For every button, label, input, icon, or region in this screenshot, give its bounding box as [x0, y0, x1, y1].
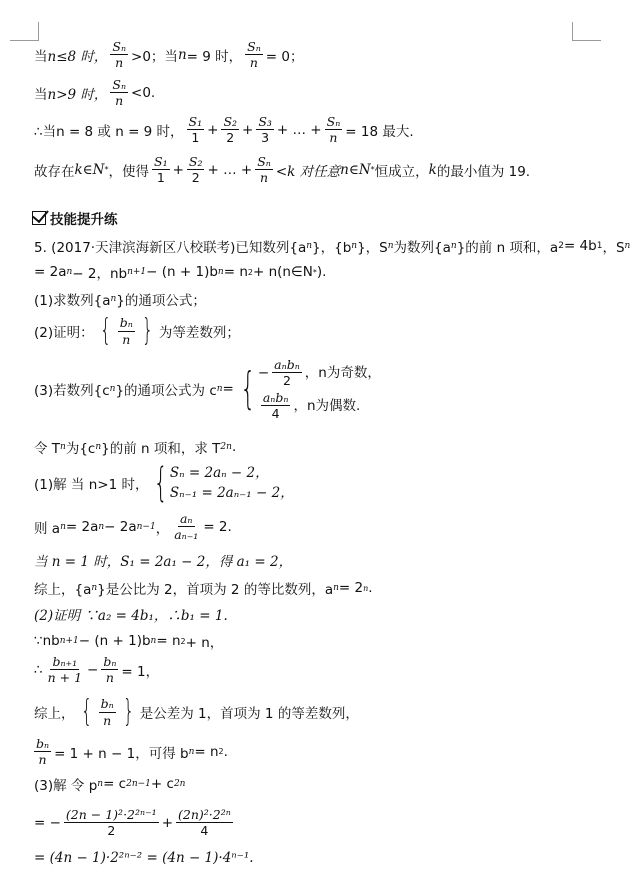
fraction-sn-over-n: $\frac{\text{Sₙ}}{n}$	[112, 77, 127, 109]
question-4: 令 T n 为{c n }的前 n 项和，求 T 2n .	[34, 439, 237, 457]
question-3: (3)若数列{c n }的通项公式为 c n = { − $\frac{\text{aₙbₙ}}{2}$ ，n为奇数， $\frac{\text{aₙbₙ}}{4}$ ，n为偶数.	[34, 357, 381, 422]
fraction-sn-over-n: $\frac{\text{Sₙ}}{n}$	[112, 39, 127, 71]
text: n>9 时，	[47, 86, 108, 103]
solution-7: ∴ $\frac{\text{bₙ₊₁}}{n + 1}$ − $\frac{\text{bₙ}}{n}$ = 1，	[34, 654, 160, 686]
text: = 18 最大.	[345, 123, 414, 140]
line-4	[34, 155, 620, 184]
heading-text: 技能提升练	[50, 212, 118, 228]
line-3	[34, 115, 620, 144]
solution-8: 综上， { $\frac{\text{bₙ}}{n}$ } 是公差为 1，首项为 1 的等差数列，	[34, 694, 359, 729]
text: >0；当	[131, 48, 178, 65]
fraction-sn-over-n: $\frac{\text{Sₙ}}{n}$	[247, 39, 261, 71]
solution-12: = (4n − 1)·2²ⁿ⁻² = (4n − 1)·4ⁿ⁻¹.	[34, 850, 254, 866]
text: k	[428, 161, 437, 178]
piecewise-system: { − $\frac{\text{aₙbₙ}}{2}$ ，n为奇数， $\frac{\text{aₙbₙ}}{4}$ ，n为偶数.	[240, 357, 381, 422]
solution-6: ∵nb n+1 − (n + 1)b n = n 2 + n，	[34, 633, 224, 651]
text: k∈N	[74, 161, 105, 178]
crop-mark-top-right	[572, 22, 601, 41]
fraction: $\frac{\text{S₂}}{2}$	[188, 154, 203, 186]
text: <k 对任意	[275, 163, 341, 180]
line-2	[34, 78, 620, 107]
text: n≤8 时，	[47, 48, 108, 65]
text: n	[177, 46, 187, 63]
text: 当	[34, 86, 48, 103]
fraction: $\frac{\text{S₂}}{2}$	[223, 114, 238, 146]
fraction: $\frac{\text{Sₙ}}{n}$	[257, 154, 271, 186]
solution-10: (3)解 令 p n = c 2n−1 + c 2n	[34, 776, 186, 794]
text: = 0；	[265, 48, 304, 65]
problem-line-2: = 2a n − 2，nb n+1 − (n + 1)b n = n 2 + n(n∈N * ).	[34, 264, 327, 282]
text: *	[104, 165, 109, 175]
text: + … +	[207, 161, 253, 178]
problem-line-1: 5. (2017·天津滨海新区八校联考)已知数列{a n }，{b n }，S n 为数列{a n }的前 n 项和，a 2 = 4b 1 ，S n	[34, 238, 631, 256]
text: +	[242, 121, 254, 138]
text: *	[370, 165, 375, 175]
text: + … +	[276, 121, 322, 138]
text: 恒成立，	[374, 163, 429, 180]
solution-3: 当 n = 1 时，S₁ = 2a₁ − 2，得 a₁ = 2，	[34, 554, 293, 570]
line-1	[34, 40, 620, 69]
solution-4: 综上，{a n }是公比为 2，首项为 2 的等比数列，a n = 2 n .	[34, 580, 373, 598]
text: = 9 时，	[186, 48, 243, 65]
text: +	[172, 161, 184, 178]
text: 故存在	[34, 163, 75, 180]
fraction: $\frac{\text{S₁}}{1}$	[188, 114, 203, 146]
text: 当	[34, 48, 48, 65]
solution-5: (2)证明 ∵a₂ = 4b₁，∴b₁ = 1.	[34, 608, 228, 624]
text: ，使得	[108, 163, 149, 180]
text: ∴当	[34, 123, 57, 140]
text: 的最小值为 19.	[436, 163, 531, 180]
question-2: (2)证明： { $\frac{\text{bₙ}}{n}$ } 为等差数列；	[34, 313, 240, 348]
fraction: $\frac{\text{S₃}}{3}$	[258, 114, 272, 146]
solution-11: = − $\frac{\text{(2n − 1)²·2²ⁿ⁻¹}}{2}$ + $\frac{\text{(2n)²·2²ⁿ}}{4}$	[34, 807, 231, 839]
text: <0.	[131, 84, 156, 101]
checkmark-icon	[32, 211, 46, 225]
brace-group: { $\frac{\text{bₙ}}{n}$ }	[99, 313, 154, 348]
solution-2: 则 a n = 2a n − 2a n−1 ， $\frac{\text{aₙ}}{\text{aₙ₋₁}}$ = 2.	[34, 511, 232, 543]
text: n∈N	[340, 161, 371, 178]
crop-mark-top-left	[10, 22, 39, 41]
equation-system: { Sₙ = 2aₙ − 2， Sₙ₋₁ = 2aₙ₋₁ − 2，	[154, 460, 294, 506]
fraction: $\frac{\text{Sₙ}}{n}$	[326, 114, 341, 146]
text: n = 8 或 n = 9 时，	[56, 123, 184, 140]
fraction: $\frac{\text{S₁}}{1}$	[154, 154, 168, 186]
solution-1: (1)解 当 n>1 时， { Sₙ = 2aₙ − 2， Sₙ₋₁ = 2aₙ₋₁ − 2，	[34, 460, 294, 506]
question-1: (1)求数列{a n }的通项公式；	[34, 293, 206, 309]
text: +	[207, 121, 219, 138]
solution-9: $\frac{\text{bₙ}}{n}$ = 1 + n − 1，可得 b n = n 2 .	[36, 736, 228, 768]
section-heading	[32, 208, 620, 228]
